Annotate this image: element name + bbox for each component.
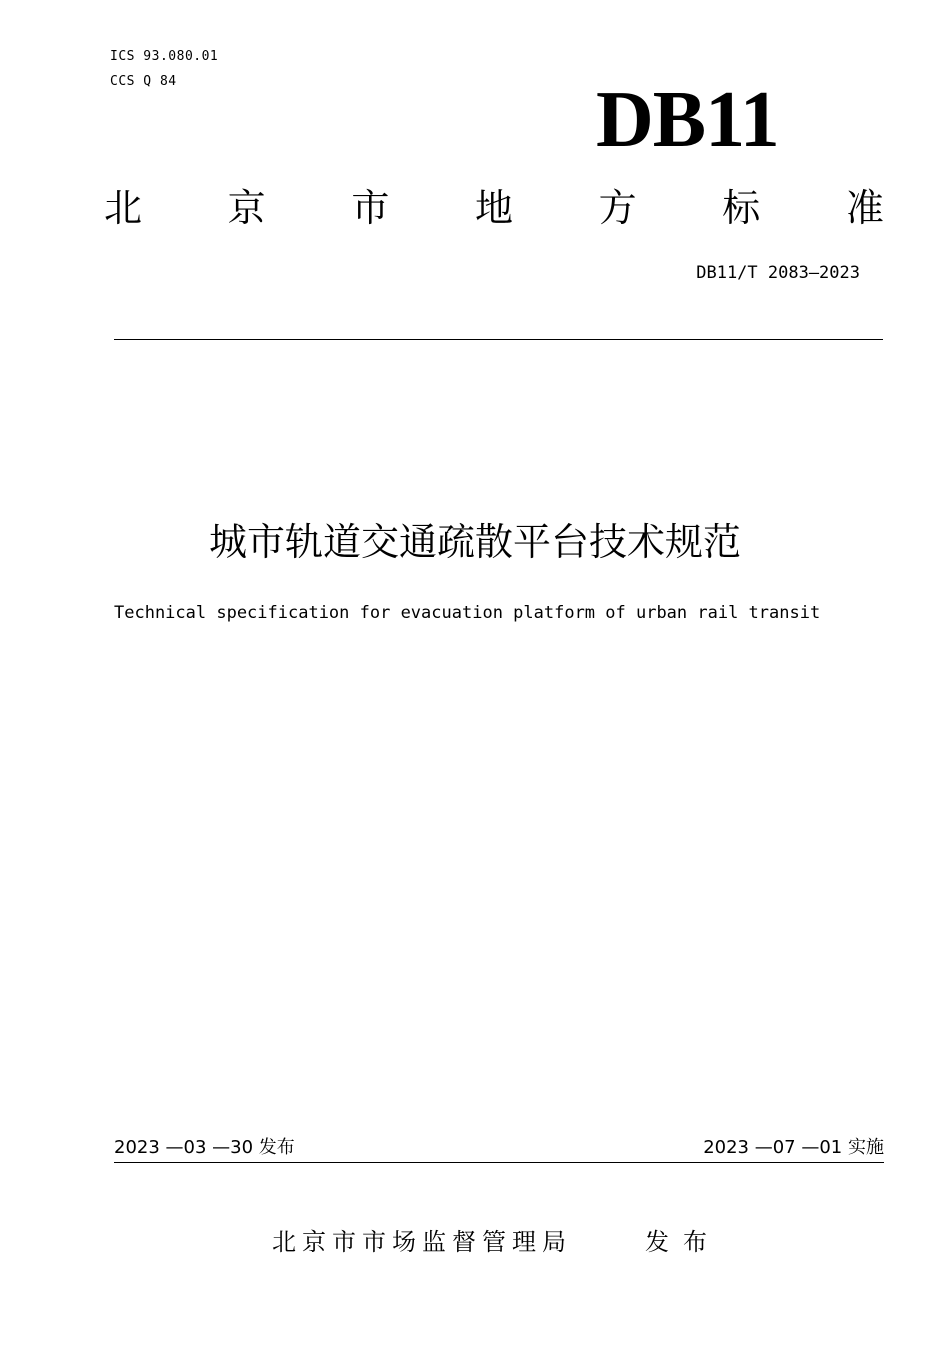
standard-type-char: 市	[351, 186, 390, 230]
issue-date: 2023 —03 —30 发布	[114, 1137, 295, 1158]
document-title-english: Technical specification for evacuation platform of urban rail transit	[114, 603, 821, 623]
standard-type-char: 准	[845, 186, 884, 230]
standard-type-heading	[104, 184, 884, 232]
standard-type-char: 方	[598, 186, 637, 230]
implementation-date: 2023 —07 —01 实施	[703, 1137, 884, 1158]
publisher-name: 北京市市场监督管理局	[272, 1228, 572, 1256]
standard-type-char: 地	[474, 186, 513, 230]
standard-number: DB11/T 2083—2023	[696, 263, 860, 283]
standard-type-char: 京	[227, 186, 266, 230]
standard-type-char: 北	[104, 186, 143, 230]
ics-code: ICS 93.080.01	[110, 49, 219, 64]
standard-type-char: 标	[722, 186, 761, 230]
bottom-divider	[114, 1162, 884, 1163]
ccs-code: CCS Q 84	[110, 74, 177, 89]
top-divider	[114, 339, 883, 340]
document-title-chinese: 城市轨道交通疏散平台技术规范	[208, 520, 741, 564]
publish-label: 发布	[645, 1228, 721, 1256]
db11-logo: DB11	[596, 76, 779, 164]
